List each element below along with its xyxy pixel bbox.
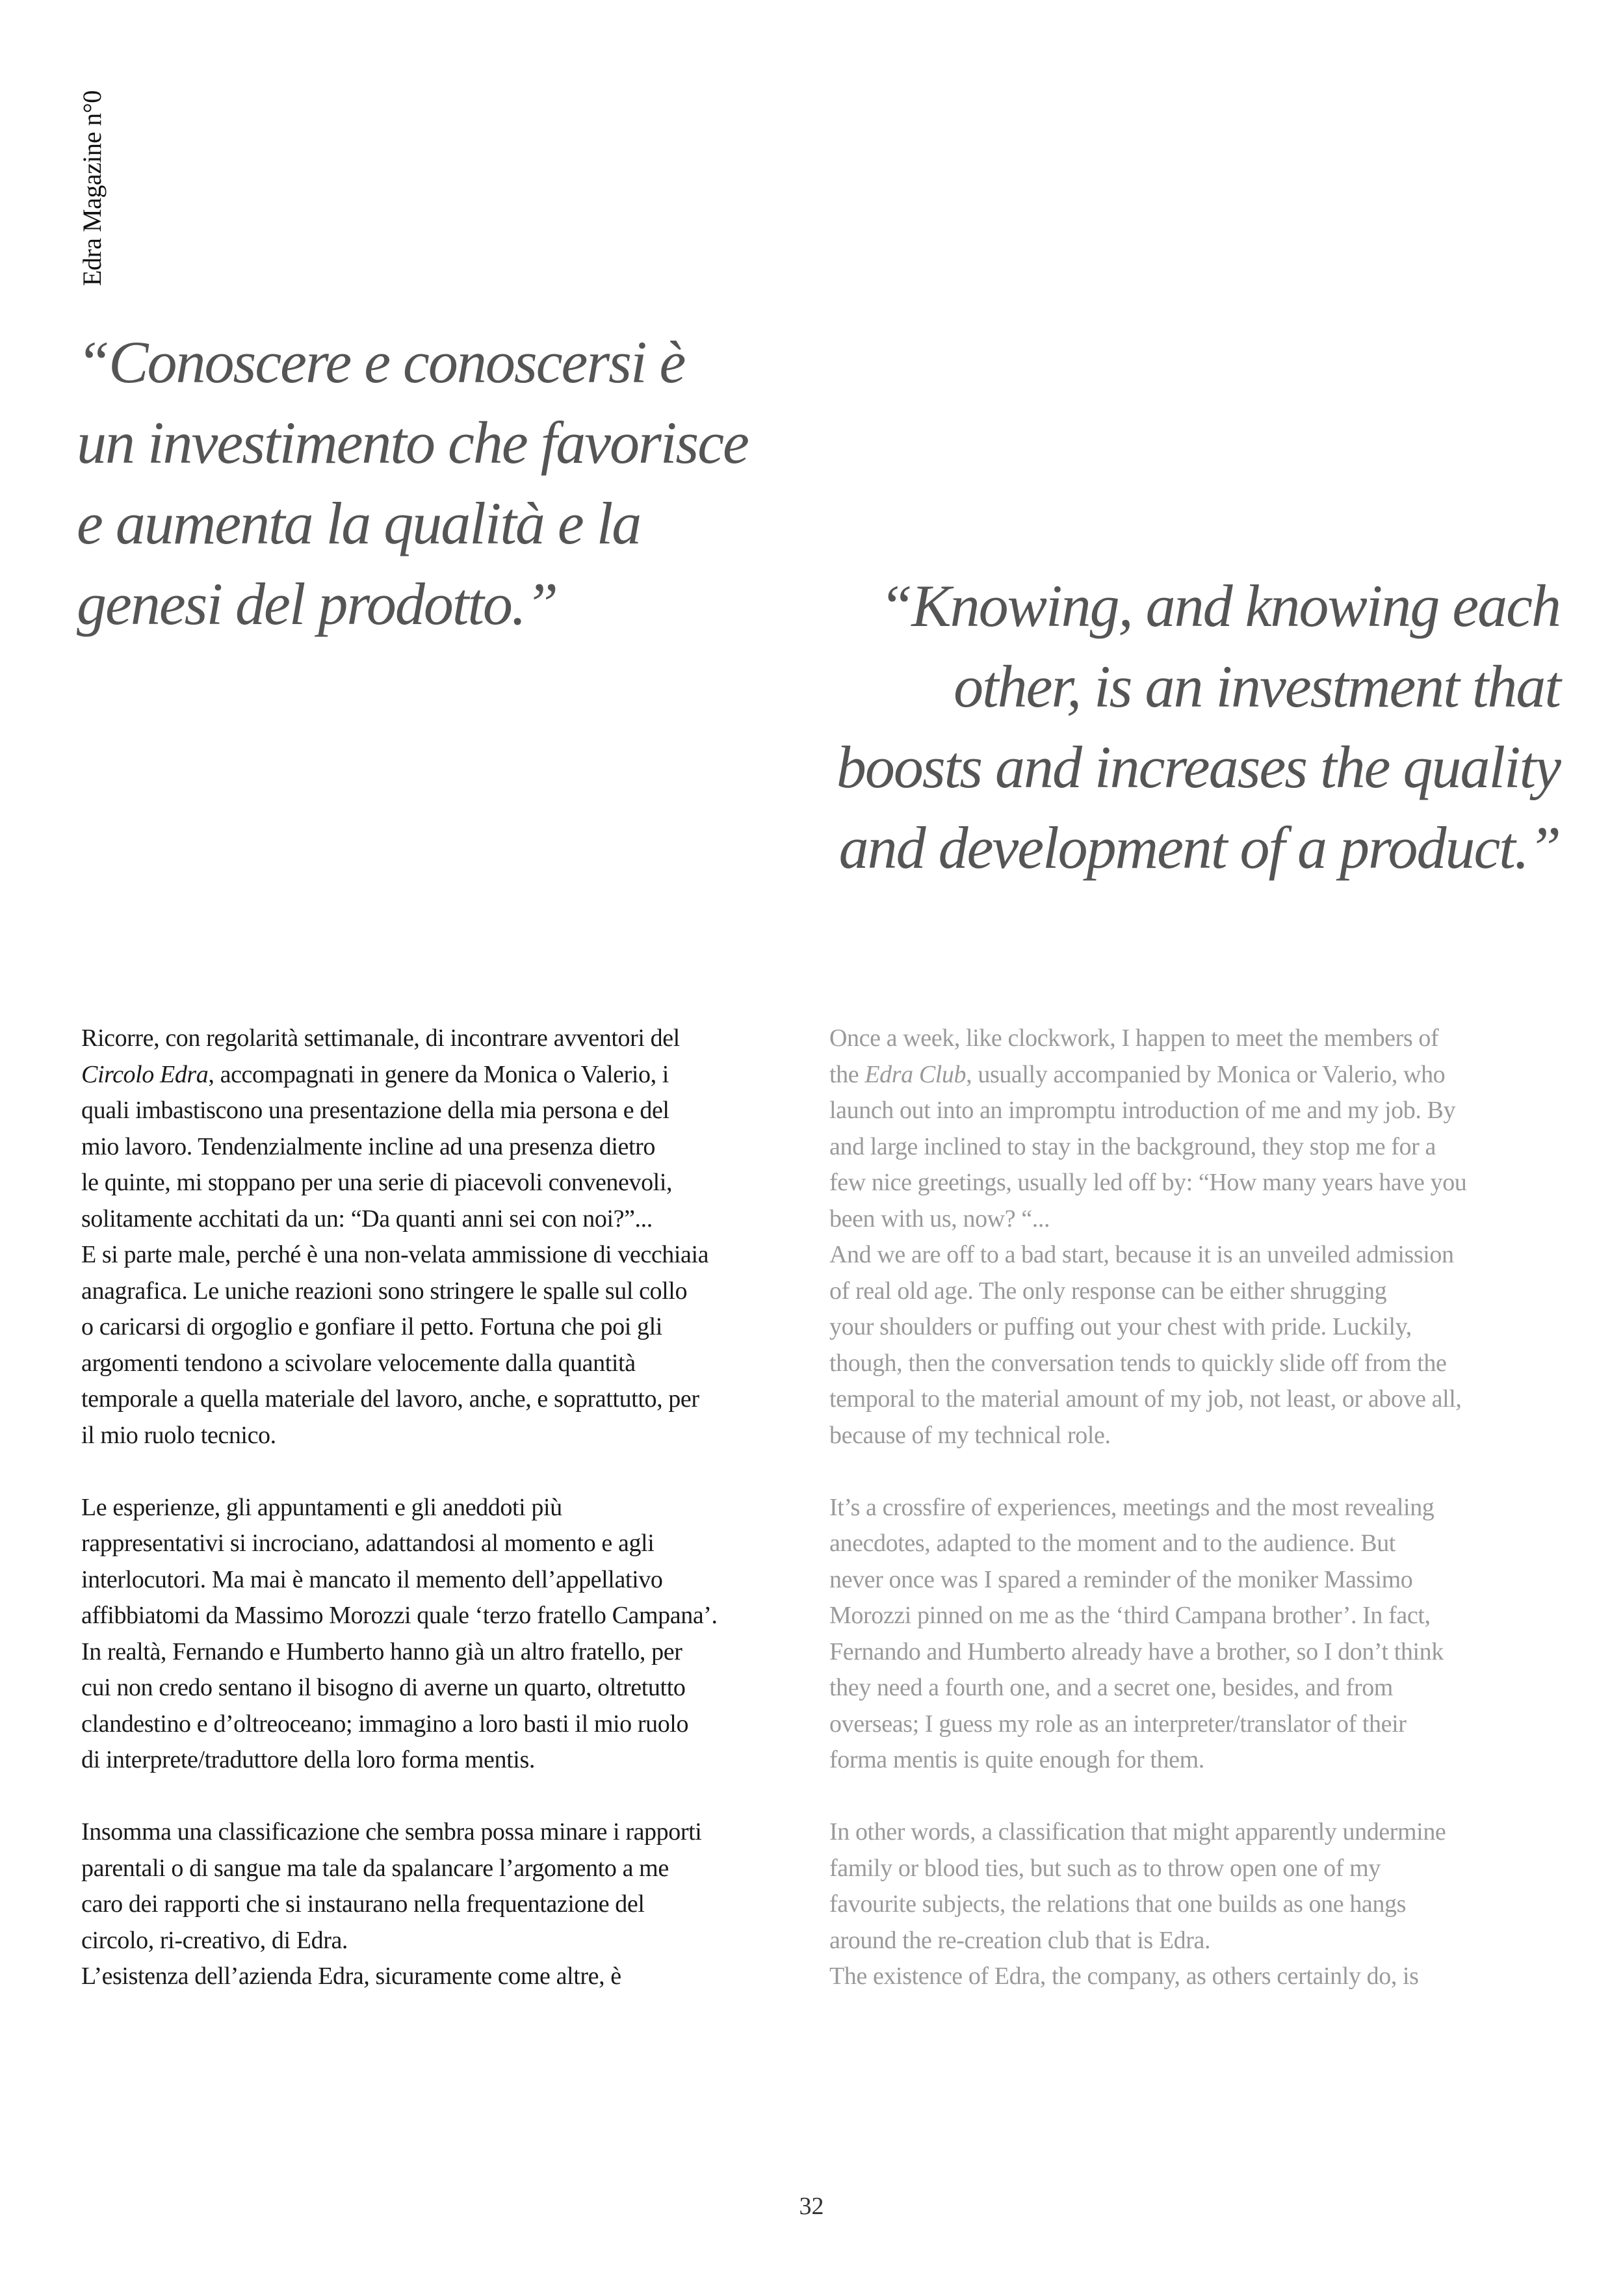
text-segment: Le esperienze, gli appuntamenti e gli aneddoti più [81, 1493, 562, 1521]
text-line [81, 1201, 809, 1238]
text-segment: and large inclined to stay in the background, they stop me for a [829, 1132, 1436, 1160]
magazine-masthead: Edra Magazine n°0 [77, 90, 107, 286]
quote-line: other, is an investment that [954, 653, 1560, 720]
text-segment: And we are off to a bad start, because it is an unveiled admission [829, 1241, 1454, 1268]
text-line [81, 1670, 809, 1706]
quote-line: e aumenta la qualità e la [77, 490, 641, 556]
text-segment: solitamente acchitati da un: “Da quanti anni sei con noi?”... [81, 1205, 653, 1233]
text-segment: interlocutori. Ma mai è mancato il memento dell’appellativo [81, 1565, 663, 1593]
text-line [829, 1093, 1557, 1129]
text-segment: clandestino e d’oltreoceano; immagino a loro basti il mio ruolo [81, 1710, 689, 1738]
text-line [81, 1598, 809, 1634]
text-line [81, 1093, 809, 1129]
text-line [829, 1237, 1557, 1273]
text-line [829, 1381, 1557, 1418]
text-segment: mio lavoro. Tendenzialmente incline ad una presenza dietro [81, 1132, 655, 1160]
text-segment: temporal to the material amount of my job, not least, or above all, [829, 1385, 1462, 1413]
text-line [829, 1129, 1557, 1166]
text-segment: of real old age. The only response can be either shrugging [829, 1277, 1387, 1305]
text-segment: family or blood ties, but such as to throw open one of my [829, 1854, 1381, 1882]
text-line [829, 1418, 1557, 1454]
text-line [81, 1346, 809, 1382]
text-line [81, 1021, 809, 1057]
text-line [81, 1273, 809, 1310]
text-segment: In realtà, Fernando e Humberto hanno già un altro fratello, per [81, 1637, 682, 1665]
text-line [829, 1526, 1557, 1562]
text-segment: because of my technical role. [829, 1421, 1111, 1449]
pull-quote-english [837, 566, 1560, 888]
text-line [81, 1742, 809, 1779]
text-line [829, 1886, 1557, 1923]
text-line [81, 1418, 809, 1454]
text-line [81, 1237, 809, 1273]
text-segment: overseas; I guess my role as an interpreter/translator of their [829, 1710, 1407, 1738]
text-segment: temporale a quella materiale del lavoro, anche, e soprattutto, per [81, 1385, 699, 1413]
text-segment: parentali o di sangue ma tale da spalancare l’argomento a me [81, 1854, 669, 1882]
text-segment: quali imbastiscono una presentazione della mia persona e del [81, 1097, 669, 1124]
text-segment: few nice greetings, usually led off by: “How many years have you [829, 1169, 1467, 1196]
text-segment: anagrafica. Le uniche reazioni sono stringere le spalle sul collo [81, 1277, 688, 1305]
text-segment: L’esistenza dell’azienda Edra, sicuramente come altre, è [81, 1963, 621, 1990]
text-line [829, 1923, 1557, 1959]
text-segment: anecdotes, adapted to the moment and to the audience. But [829, 1530, 1396, 1557]
text-line [829, 1670, 1557, 1706]
text-line [81, 1381, 809, 1418]
body-column-italian [81, 1021, 809, 2031]
text-segment: Ricorre, con regolarità settimanale, di incontrare avventori del [81, 1024, 680, 1052]
quote-line: and development of a product.” [838, 815, 1560, 881]
text-segment: Fernando and Humberto already have a brother, so I don’t think [829, 1637, 1444, 1665]
text-segment: they need a fourth one, and a secret one, besides, and from [829, 1674, 1393, 1701]
text-segment: never once was I spared a reminder of the moniker Massimo [829, 1565, 1413, 1593]
text-segment: caro dei rapporti che si instaurano nella frequentazione del [81, 1890, 645, 1918]
text-line [829, 1742, 1557, 1779]
paragraph [829, 1814, 1557, 1995]
text-segment: Once a week, like clockwork, I happen to meet the members of [829, 1024, 1439, 1052]
text-line [829, 1598, 1557, 1634]
text-line [81, 1814, 809, 1851]
text-line [81, 1634, 809, 1671]
text-line [81, 1129, 809, 1166]
text-line [81, 1165, 809, 1201]
text-line [829, 1201, 1557, 1238]
text-segment: forma mentis is quite enough for them. [829, 1746, 1204, 1773]
text-segment: di interprete/traduttore della loro forma mentis. [81, 1746, 535, 1773]
text-segment: launch out into an impromptu introduction of me and my job. By [829, 1097, 1456, 1124]
quote-line: “Conoscere e conoscersi è [77, 329, 685, 395]
text-segment: Morozzi pinned on me as the ‘third Campana brother’. In fact, [829, 1602, 1431, 1629]
page-number: 32 [799, 2193, 824, 2220]
text-line [829, 1273, 1557, 1310]
text-segment: The existence of Edra, the company, as others certainly do, is [829, 1963, 1419, 1990]
quote-line: genesi del prodotto.” [77, 571, 558, 637]
text-line [829, 1634, 1557, 1671]
pull-quote-italian [77, 322, 748, 644]
text-line [829, 1706, 1557, 1743]
text-segment: o caricarsi di orgoglio e gonfiare il petto. Fortuna che poi gli [81, 1313, 662, 1340]
text-line [81, 1851, 809, 1887]
paragraph [81, 1021, 809, 1454]
text-segment: rappresentativi si incrociano, adattandosi al momento e agli [81, 1530, 655, 1557]
text-segment: affibbiatomi da Massimo Morozzi quale ‘terzo fratello Campana’. [81, 1602, 718, 1629]
text-segment: It’s a crossfire of experiences, meetings and the most revealing [829, 1493, 1435, 1521]
text-line [829, 1490, 1557, 1526]
text-line [81, 1959, 809, 1995]
text-line [81, 1490, 809, 1526]
text-line [829, 1057, 1557, 1093]
text-segment: , usually accompanied by Monica or Valerio, who [966, 1060, 1446, 1088]
text-line [81, 1309, 809, 1346]
paragraph [829, 1021, 1557, 1454]
text-segment: argomenti tendono a scivolare velocemente dalla quantità [81, 1349, 636, 1377]
text-line [829, 1165, 1557, 1201]
text-segment: Insomma una classificazione che sembra possa minare i rapporti [81, 1818, 702, 1846]
quote-line: un investimento che favorisce [77, 410, 748, 476]
text-line [81, 1706, 809, 1743]
text-line [829, 1562, 1557, 1598]
body-column-english [829, 1021, 1557, 2031]
text-line [829, 1309, 1557, 1346]
text-segment: circolo, ri-creativo, di Edra. [81, 1926, 348, 1954]
text-segment: favourite subjects, the relations that one builds as one hangs [829, 1890, 1406, 1918]
text-line [81, 1923, 809, 1959]
text-line [81, 1526, 809, 1562]
text-segment: around the re-creation club that is Edra. [829, 1926, 1211, 1954]
text-segment: been with us, now? “... [829, 1205, 1050, 1233]
quote-line: “Knowing, and knowing each [879, 573, 1560, 639]
text-line [829, 1851, 1557, 1887]
text-segment: your shoulders or puffing out your chest with pride. Luckily, [829, 1313, 1412, 1340]
text-line [81, 1057, 809, 1093]
paragraph [81, 1814, 809, 1995]
text-segment: the [829, 1060, 865, 1088]
text-line [829, 1021, 1557, 1057]
quote-line: boosts and increases the quality [836, 734, 1560, 800]
text-line [829, 1814, 1557, 1851]
paragraph [829, 1490, 1557, 1779]
text-line [81, 1562, 809, 1598]
text-segment: cui non credo sentano il bisogno di averne un quarto, oltretutto [81, 1674, 686, 1701]
text-line [829, 1346, 1557, 1382]
text-line [81, 1886, 809, 1923]
italic-term: Edra Club [864, 1060, 967, 1088]
text-segment: il mio ruolo tecnico. [81, 1421, 276, 1449]
text-segment: E si parte male, perché è una non-velata ammissione di vecchiaia [81, 1241, 709, 1268]
text-segment: , accompagnati in genere da Monica o Valerio, i [208, 1060, 669, 1088]
text-segment: though, then the conversation tends to quickly slide off from the [829, 1349, 1447, 1377]
italic-term: Circolo Edra [81, 1060, 209, 1088]
text-segment: In other words, a classification that might apparently undermine [829, 1818, 1446, 1846]
paragraph [81, 1490, 809, 1779]
text-line [829, 1959, 1557, 1995]
text-segment: le quinte, mi stoppano per una serie di piacevoli convenevoli, [81, 1169, 673, 1196]
